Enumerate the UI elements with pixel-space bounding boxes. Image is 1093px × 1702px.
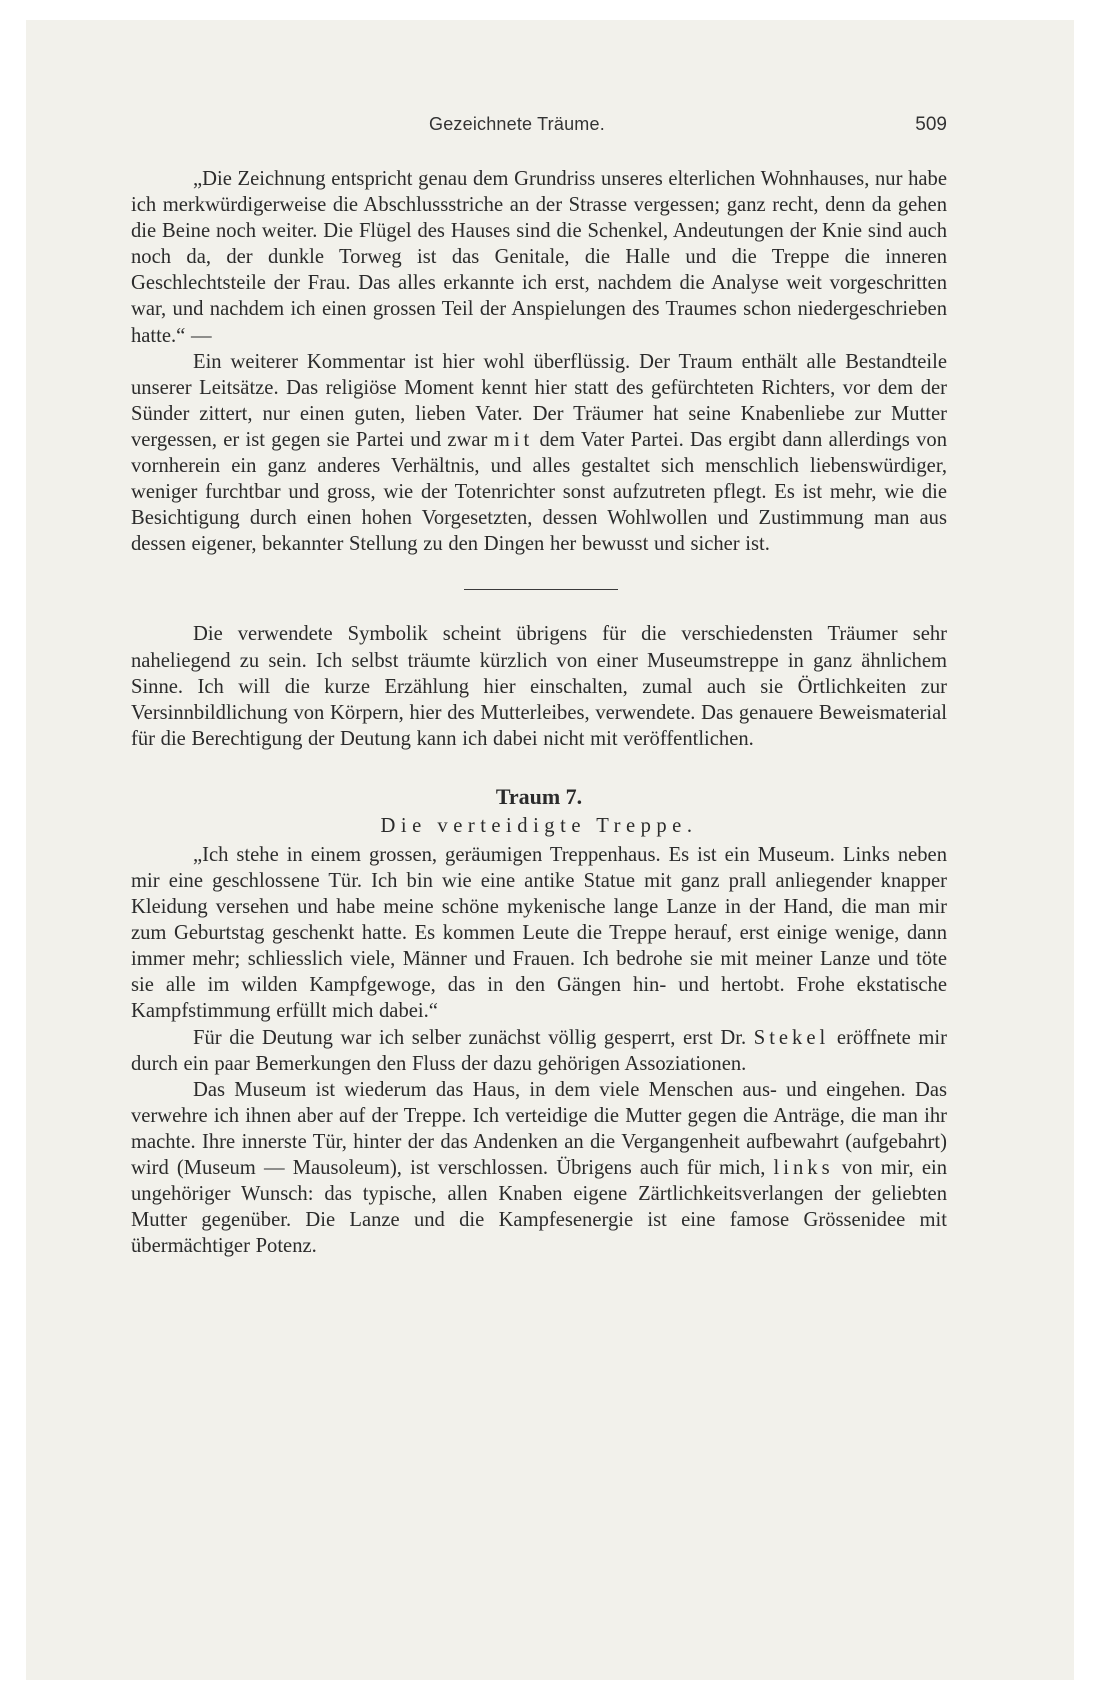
- paragraph-text: von mir, ein ungehöriger Wunsch: das typische, allen Knaben eigene Zärtlichkeitsverlangen der geliebten Mutter gegenüber. Die Lanze und die Kampfesenergie ist eine famose Grössenidee mit übermächtiger Potenz.: [131, 1157, 948, 1258]
- page-number: 509: [915, 114, 947, 135]
- paragraph-text: eröffnete mir durch ein paar Bemerkungen den Fluss der dazu gehörigen Assoziationen.: [131, 1026, 947, 1075]
- paragraph-text: „Ich stehe in einem grossen, geräumigen Treppenhaus. Es ist ein Museum. Links neben mir eine geschlossene Tür. Ich bin wie eine antike Statue mit ganz prall anliegender knapper Kleidung versehen und habe meine schöne mykenische lange Lanze in der Hand, die man mir zum Geburtstag geschenkt hatte. Es kommen Leute die Treppe herauf, erst einige wenige, dann immer mehr; schliesslich viele, Männer und Frauen. Ich bedrohe sie mit meiner Lanze und töte sie alle im wilden Kampfgewoge, das in den Gängen hin- und hertobt. Frohe ekstatische Kampfstimmung erfüllt mich dabei.“: [131, 843, 947, 1023]
- running-title: Gezeichnete Träume.: [429, 114, 605, 134]
- spaced-emphasis: links: [773, 1157, 834, 1179]
- paragraph-text: dem Vater Partei. Das ergibt dann allerdings von vornherein ein ganz anderes Verhältnis, und alles gestaltet sich menschlich liebenswürdiger, weniger furchtbar und gross, wie der Totenrichter sonst aufzutreten pflegt. Es ist mehr, wie die Besichtigung durch einen hohen Vorgesetzten, dessen Wohlwollen und Zustimmung man aus dessen eigener, bekannter Stellung zu den Dingen her bewusst und sicher ist.: [131, 428, 947, 556]
- paragraph-interpretation-intro: [131, 1025, 947, 1077]
- paragraph-quote-drawing: [131, 166, 947, 349]
- paragraph-symbolism: [131, 621, 947, 751]
- section-divider: [464, 589, 618, 590]
- paragraph-text: Das Museum ist wiederum das Haus, in dem viele Menschen aus- und eingehen. Das verwehre ich ihnen aber auf der Treppe. Ich verteidige die Mutter gegen die Anträge, die man ihr machte. Ihre innerste Tür, hinter der das Andenken an die Vergangenheit aufbewahrt (aufgebahrt) wird (Museum — Mausoleum), ist verschlossen. Übrigens auch für mich,: [131, 1078, 947, 1179]
- paragraph-text: Ein weiterer Kommentar ist hier wohl überflüssig. Der Traum enthält alle Bestandteile unserer Leitsätze. Das religiöse Moment kennt hier statt des gefürchteten Richters, vor dem der Sünder zittert, nur einen guten, lieben Vater. Der Träumer hat seine Knabenliebe zur Mutter vergessen, er ist gegen sie Partei und zwar: [131, 350, 947, 451]
- paragraph-commentary: [131, 349, 947, 558]
- paragraph-interpretation: [131, 1077, 947, 1260]
- paragraph-text: Die verwendete Symbolik scheint übrigens für die verschiedensten Träumer sehr naheliegend zu sein. Ich selbst träumte kürzlich von einer Museumstreppe in ganz ähnlichem Sinne. Ich will die kurze Erzählung hier einschalten, zumal auch sie Örtlichkeiten zur Versinnbildlichung von Körpern, hier des Mutterleibes, verwendete. Das genauere Beweismaterial für die Berechtigung der Deutung kann ich dabei nicht mit veröffentlichen.: [131, 623, 947, 750]
- running-header: [131, 114, 947, 136]
- spaced-emphasis: Stekel: [753, 1026, 830, 1049]
- section-subtitle: Die verteidigte Treppe.: [380, 814, 698, 837]
- section-title: Traum 7.: [495, 783, 583, 809]
- book-page: [26, 20, 1074, 1680]
- paragraph-text: Für die Deutung war ich selber zunächst völlig gesperrt, erst Dr.: [193, 1026, 747, 1049]
- page-content: [131, 114, 947, 1259]
- spaced-emphasis: mit: [493, 428, 534, 451]
- paragraph-dream-narrative: [131, 842, 947, 1025]
- paragraph-text: „Die Zeichnung entspricht genau dem Grundriss unseres elterlichen Wohnhauses, nur habe ich merkwürdigerweise die Abschlussstriche an der Strasse vergessen; ganz recht, denn da gehen die Beine noch weiter. Die Flügel des Hauses sind die Schenkel, Andeutungen der Knie sind auch noch da, der dunkle Torweg ist das Genitale, die Halle und die Treppe die inneren Geschlechtsteile der Frau. Das alles erkannte ich erst, nachdem die Analyse weit vorgeschritten war, und nachdem ich einen grossen Teil der Anspielungen des Traumes schon niedergeschrieben hatte.“ —: [131, 168, 947, 347]
